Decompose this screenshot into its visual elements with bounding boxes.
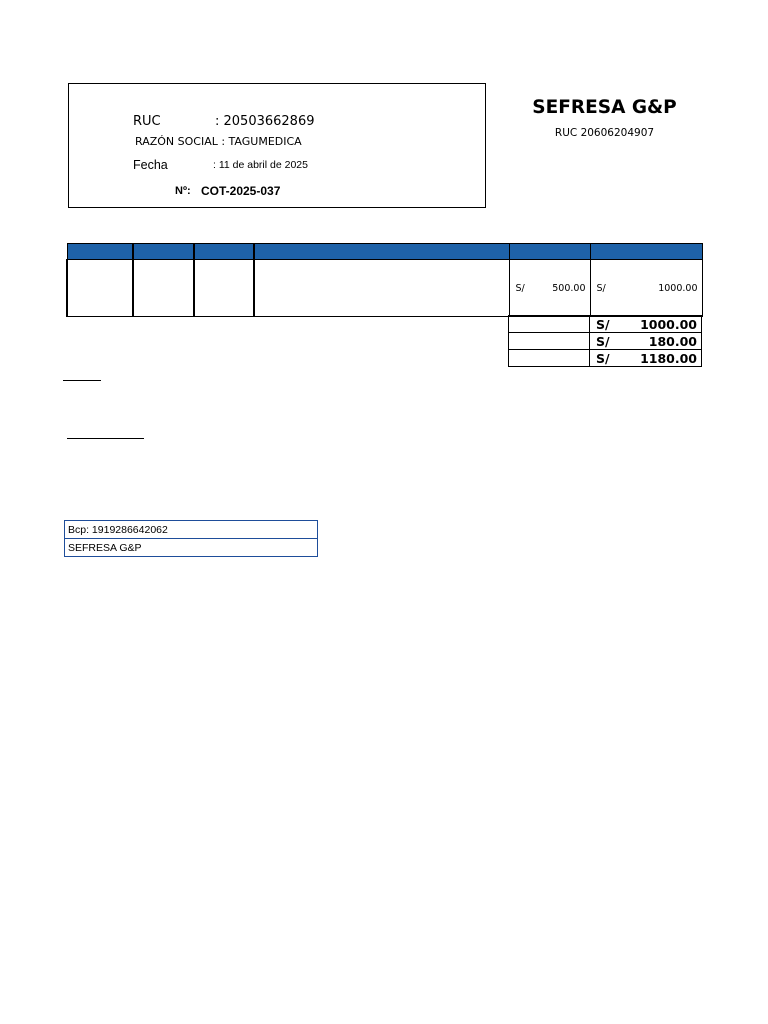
totals-label-cell [509,333,590,350]
client-ruc-value: : 20503662869 [215,114,315,129]
unit-price: 500.00 [552,282,586,294]
table-row [67,260,702,317]
company-name: SEFRESA G&P [532,97,677,118]
table-header-row [67,244,702,260]
total-currency: S/ [596,282,606,294]
grand-total-cell [590,350,702,367]
item-cell [133,260,194,317]
fecha-value: : 11 de abril de 2025 [213,159,308,171]
igv-row [509,333,702,350]
quote-number-label: Nº: [175,185,191,197]
subtotal-row [509,316,702,333]
header-cell [509,244,590,260]
unit-currency: S/ [515,282,525,294]
totals-label-cell [509,350,590,367]
total-price-cell [590,260,702,317]
header-cell [254,244,509,260]
grand-total-amount: 1180.00 [640,350,697,366]
header-cell [194,244,254,260]
underline-divider [63,380,101,381]
fecha-label: Fecha [133,158,168,172]
subtotal-amount: 1000.00 [640,316,697,332]
igv-cell [590,333,702,350]
grand-total-currency: S/ [596,350,610,366]
underline-divider [67,438,144,439]
totals-table [508,315,702,367]
igv-amount: 180.00 [648,333,697,349]
subtotal-currency: S/ [596,316,610,332]
bank-holder: SEFRESA G&P [65,539,318,557]
header-cell [133,244,194,260]
item-cell [67,260,133,317]
igv-currency: S/ [596,333,610,349]
company-ruc: RUC 20606204907 [554,127,655,139]
grand-total-row [509,350,702,367]
total-price: 1000.00 [658,282,698,294]
item-cell [194,260,254,317]
client-ruc-label: RUC [133,114,161,129]
description-cell [254,260,509,317]
subtotal-cell [590,316,702,333]
quote-number-value: COT-2025-037 [201,184,281,198]
bank-account: Bcp: 1919286642062 [65,521,318,539]
header-cell [590,244,702,260]
client-razon-social: RAZÓN SOCIAL : TAGUMEDICA [135,135,302,148]
totals-label-cell [509,316,590,333]
bank-info-box [64,520,318,557]
header-cell [67,244,133,260]
client-info-box [68,83,486,208]
unit-price-cell [509,260,590,317]
items-table [66,243,703,317]
